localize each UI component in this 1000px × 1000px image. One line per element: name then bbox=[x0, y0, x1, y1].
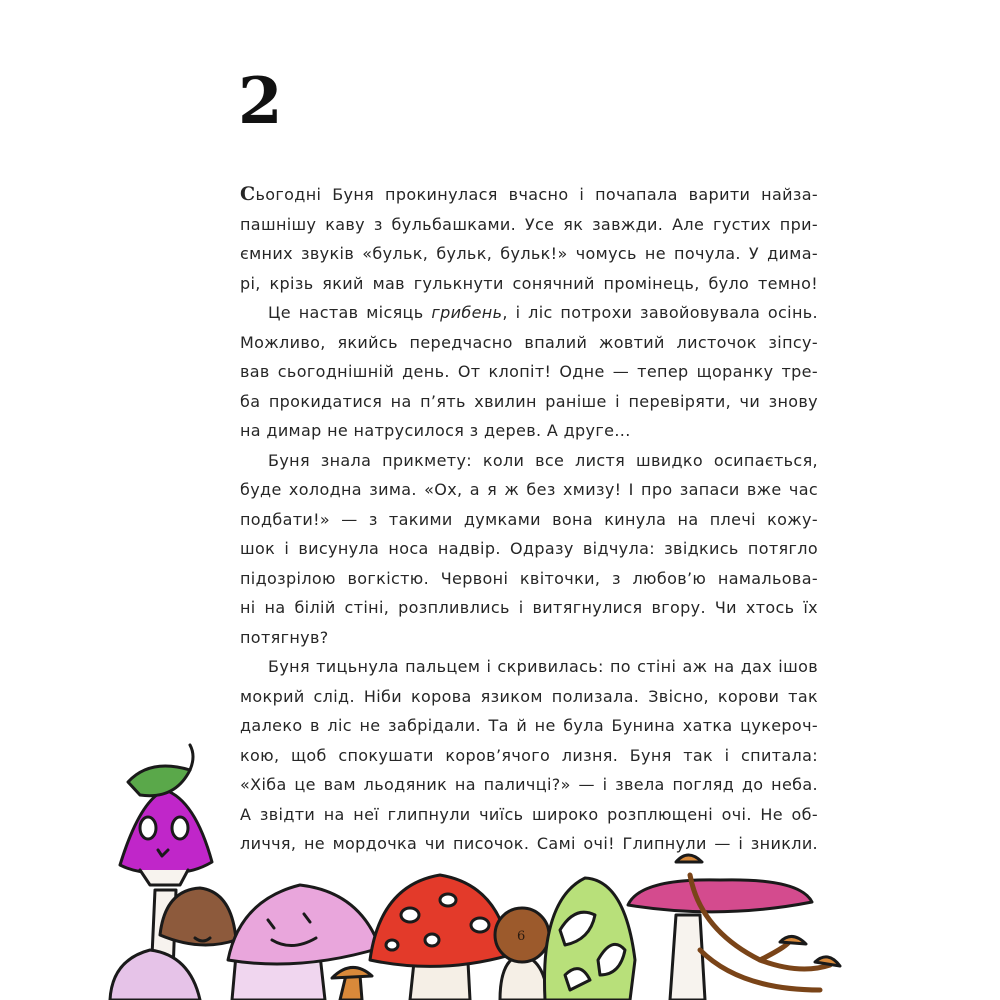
text-line: шок і висунула носа надвір. Одразу відчула: звідкись потягло bbox=[240, 539, 818, 558]
text-line: далеко в ліс не забрідали. Та й не була Бунина хатка цукероч- bbox=[240, 716, 818, 735]
text-line: на димар не натрусилося з дерев. А друге... bbox=[240, 421, 631, 440]
text-line: ні на білій стіні, розпливлись і витягнулися вгору. Чи хтось їх bbox=[240, 598, 818, 617]
text-line: підозрілою вогкістю. Червоні квіточки, з любов’ю намальова- bbox=[240, 568, 818, 588]
page-number-mushroom bbox=[495, 908, 549, 1000]
text-line: Буня знала прикмету: коли все листя швидко осипається, bbox=[268, 450, 818, 470]
text-line: Можливо, якийсь передчасно впалий жовтий листочок зіпсу- bbox=[240, 332, 818, 352]
text-line: ба прокидатися на п’ять хвилин раніше і перевіряти, чи знову bbox=[240, 391, 818, 411]
lilac-blob bbox=[110, 950, 200, 1000]
text-line: пашнішу каву з бульбашками. Усе як завжди. Але густих при- bbox=[240, 214, 818, 234]
page-number: 6 bbox=[517, 929, 526, 944]
text-line: рі, крізь який мав гулькнути сонячний промінець, було темно! bbox=[240, 273, 818, 293]
text-line: Це настав місяць грибень, і ліс потрохи завойовувала осінь. bbox=[268, 303, 818, 322]
small-orange-mushroom bbox=[332, 967, 372, 1000]
text-line: Буня тицьнула пальцем і скривилась: по стіні аж на дах ішов bbox=[268, 657, 818, 676]
text-line: личчя, не мордочка чи писочок. Самі очі! Глипнули — і зникли. bbox=[240, 834, 818, 853]
text-line: «Хіба це вам льодяник на паличці?» — і звела погляд до неба. bbox=[240, 775, 818, 794]
chapter-number: 2 bbox=[238, 64, 281, 139]
green-mushroom bbox=[545, 878, 636, 1000]
text-line: мокрий слід. Ніби корова язиком полизала. Звісно, корови так bbox=[240, 686, 818, 706]
text-line: подбати!» — з такими думками вона кинула на плечі кожу- bbox=[240, 509, 818, 529]
leaf-icon bbox=[128, 766, 190, 796]
text-line: вав сьогоднішній день. От клопіт! Одне — тепер щоранку тре- bbox=[240, 362, 818, 381]
red-mushroom bbox=[370, 875, 510, 1000]
text-line: ємних звуків «бульк, бульк, бульк!» чомусь не почула. У дима- bbox=[240, 244, 818, 263]
text-line: кою, щоб спокушати коров’ячого лизня. Буня так і спитала: bbox=[240, 745, 818, 765]
text-line: Сьогодні Буня прокинулася вчасно і почапала варити найза- bbox=[240, 183, 818, 205]
text-line: А звідти на неї глипнули чиїсь широко розплющені очі. Не об- bbox=[240, 804, 818, 824]
text-line: потягнув? bbox=[240, 627, 329, 647]
drop-cap: С bbox=[240, 183, 256, 205]
text-line: буде холодна зима. «Ох, а я ж без хмизу! І про запаси вже час bbox=[240, 480, 818, 499]
